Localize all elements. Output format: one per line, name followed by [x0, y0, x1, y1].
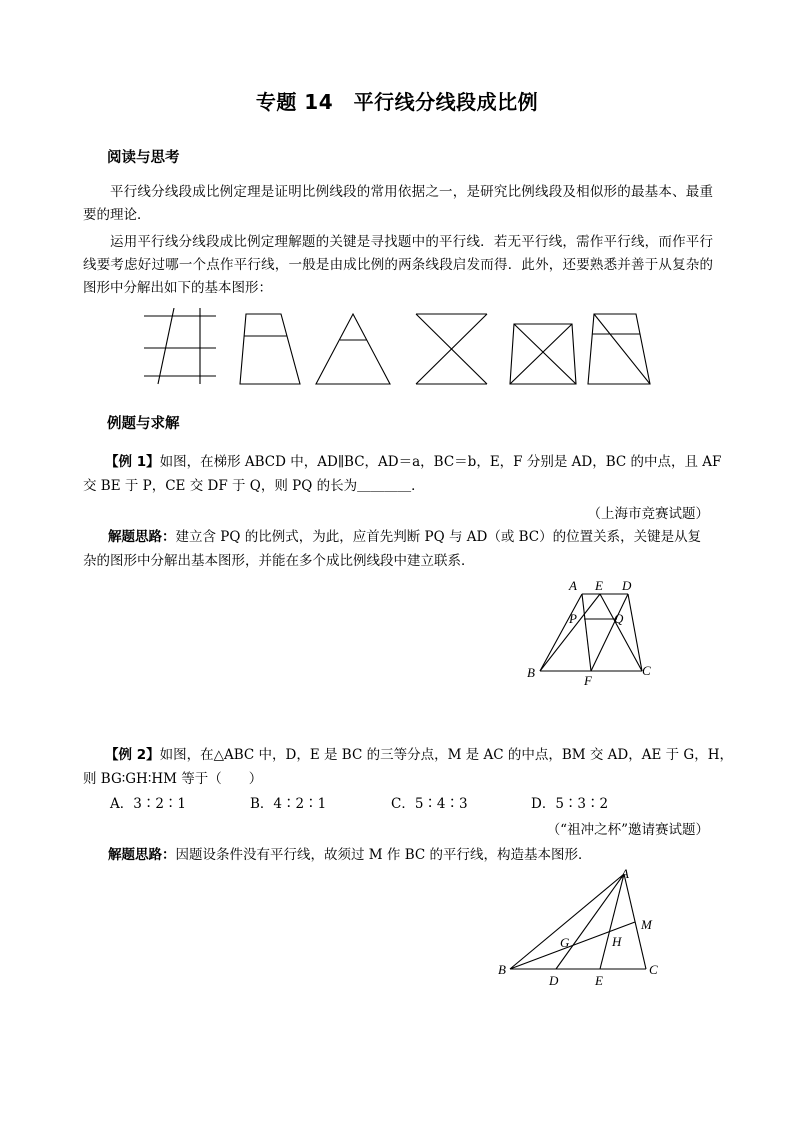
example2-hint-text: 因题设条件没有平行线，故须过 M 作 BC 的平行线，构造基本图形． — [175, 847, 592, 863]
reading-paragraph-1: 平行线分线段成比例定理是证明比例线段的常用依据之一，是研究比例线段及相似形的最基本、最重要的理论． — [83, 184, 713, 223]
example2-hint-label: 解题思路： — [108, 847, 176, 863]
seg-DF — [591, 594, 628, 671]
label-H: H — [612, 934, 622, 949]
seg-AB — [540, 594, 582, 671]
label-B: B — [527, 665, 535, 680]
example1-hint-line2: 杂的图形中分解出基本图形，并能在多个成比例线段中建立联系． — [83, 553, 475, 569]
example2-tag: 【例 2】 — [105, 747, 160, 763]
example1-line1 — [105, 450, 721, 470]
section-heading-examples: 例题与求解 — [107, 416, 180, 432]
fig5-diag1 — [514, 324, 576, 384]
seg-AF — [582, 594, 591, 671]
example1-hint-text1: 建立含 PQ 的比例式，为此，应首先判断 PQ 与 AD（或 BC）的位置关系，关键是从复 — [175, 529, 702, 545]
label-E: E — [595, 973, 603, 988]
option-a: A．3∶2∶1 — [110, 796, 187, 812]
label-D: D — [622, 578, 632, 593]
label-B: B — [498, 962, 506, 977]
example2-line1 — [105, 743, 733, 763]
example1-hint-label: 解题思路： — [108, 529, 176, 545]
fig6-trapezoid — [588, 314, 650, 384]
seg-DC — [628, 594, 642, 671]
example2-text1: 如图，在△ABC 中，D，E 是 BC 的三等分点，M 是 AC 的中点，BM 交 AD，AE 于 G，H， — [159, 747, 733, 763]
example1-hint-line1 — [108, 525, 701, 545]
label-M: M — [641, 917, 652, 932]
reading-paragraph-2: 运用平行线分线段成比例定理解题的关键是寻找题中的平行线．若无平行线，需作平行线，而作平行线要考虑好过哪一个点作平行线，一般是由成比例的两条线段启发而得．此外，还要熟悉并善于从复杂的图形中分解出如下的基本图形： — [83, 234, 713, 296]
label-C: C — [649, 962, 658, 977]
option-b: B．4∶2∶1 — [250, 796, 327, 812]
example1-figure — [518, 574, 668, 689]
label-C: C — [642, 663, 651, 678]
label-P: P — [569, 611, 577, 626]
option-d: D．5∶3∶2 — [531, 796, 609, 812]
example1-text1: 如图，在梯形 ABCD 中，AD∥BC，AD＝a，BC＝b，E，F 分别是 AD，BC 的中点，且 AF — [159, 454, 722, 470]
label-E: E — [595, 578, 603, 593]
fig3-triangle — [316, 314, 390, 384]
label-D: D — [549, 973, 559, 988]
seg-EC — [600, 594, 642, 671]
seg-AE — [600, 874, 624, 969]
example2-source: （“祖冲之杯”邀请赛试题） — [546, 822, 709, 838]
example2-figure — [494, 864, 674, 994]
fig1-t1 — [158, 308, 174, 384]
option-c: C．5∶4∶3 — [391, 796, 468, 812]
example1-tag: 【例 1】 — [105, 454, 160, 470]
label-F: F — [584, 673, 592, 688]
example1-source: （上海市竞赛试题） — [587, 506, 709, 522]
page-title: 专题 14 平行线分线段成比例 — [255, 90, 539, 114]
seg-AB — [510, 874, 624, 969]
example2-hint — [108, 843, 592, 863]
label-Q: Q — [614, 611, 624, 626]
label-G: G — [560, 935, 570, 950]
basic-figures — [140, 308, 660, 388]
label-A: A — [621, 866, 629, 881]
seg-BE — [540, 594, 600, 671]
label-A: A — [569, 578, 577, 593]
example2-line2: 则 BG∶GH∶HM 等于（ ） — [83, 771, 263, 787]
fig5-diag2 — [510, 324, 572, 384]
example1-line2: 交 BE 于 P，CE 交 DF 于 Q，则 PQ 的长为＿＿＿＿． — [83, 478, 425, 494]
fig2-trapezoid — [240, 314, 300, 384]
fig6-diag — [594, 314, 650, 384]
section-heading-reading: 阅读与思考 — [107, 150, 180, 166]
